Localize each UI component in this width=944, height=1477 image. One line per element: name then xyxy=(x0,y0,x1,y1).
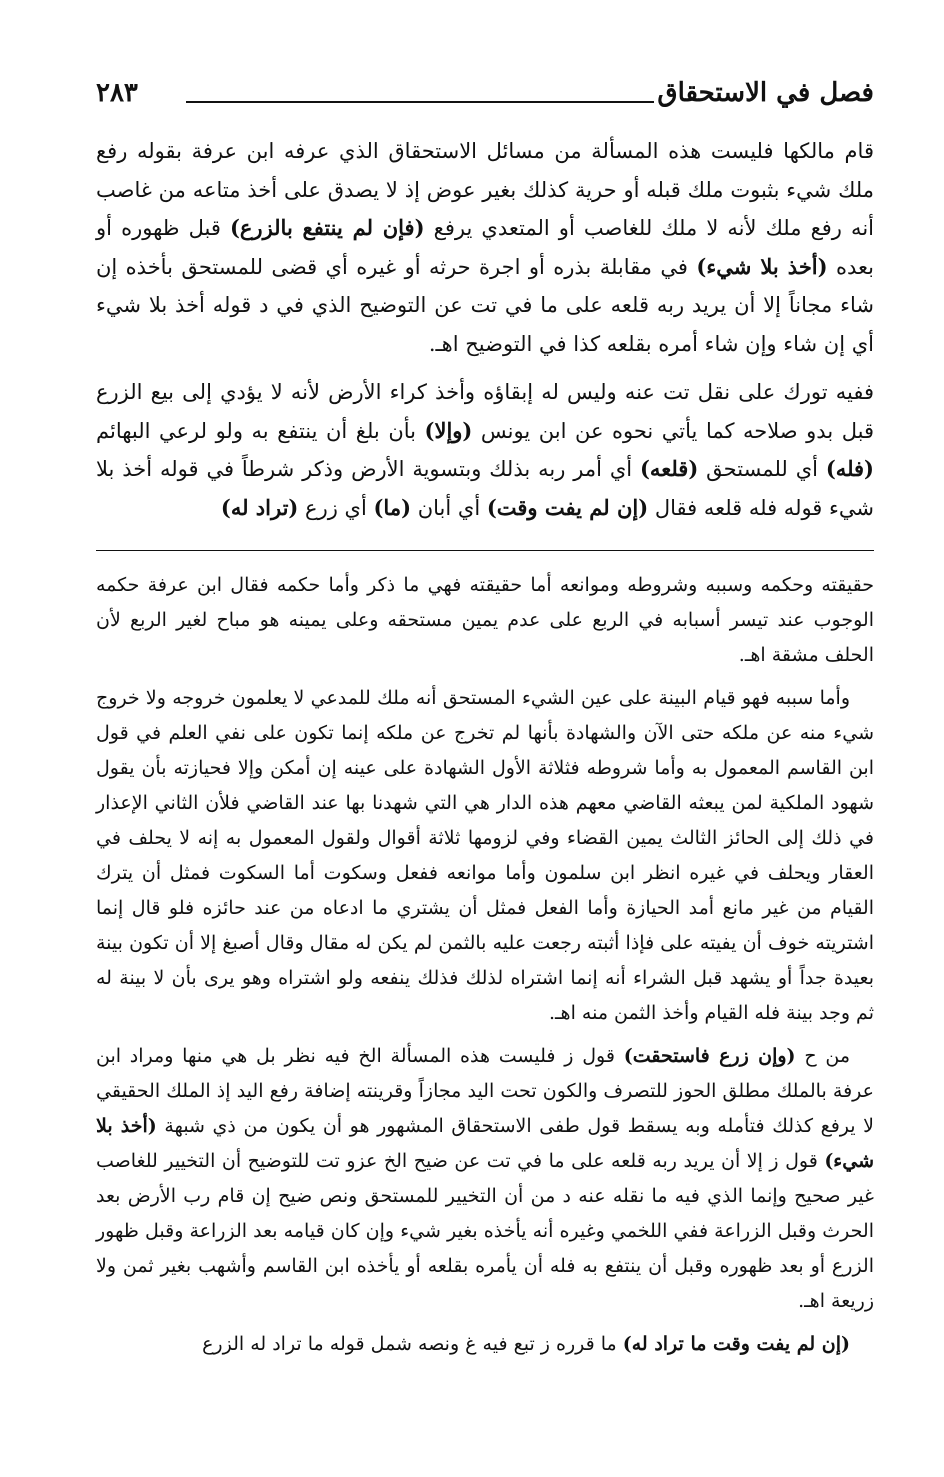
text-run: ففيه تورك على نقل تت عنه وليس له إبقاؤه وأخذ كراء الأرض لأنه لا يؤدي إلى بيع الزرع قبل بدو صلاحه كما يأتي نحوه عن ابن يونس xyxy=(96,380,874,443)
text-run: قام مالكها فليست هذه المسألة من مسائل الاستحقاق الذي عرفه ابن عرفة بقوله رفع ملك شيء بثبوت ملك قبله أو حرية كذلك بغير عوض إذ لا يصدق على أخذ متاعه من غاصب أنه رفع ملك لأنه لا ملك للغاصب أو المتعدي يرفع xyxy=(96,139,874,240)
matn-quote: (إن لم يفت وقت ما تراد له) xyxy=(622,1333,850,1355)
main-paragraph xyxy=(96,132,874,363)
matn-quote: (فله) xyxy=(825,456,874,481)
footnote-separator xyxy=(96,550,874,551)
footnote-text xyxy=(96,568,874,1362)
matn-quote: (فإن لم ينتفع بالزرع) xyxy=(229,215,425,240)
matn-quote: (إن لم يفت وقت) xyxy=(486,494,649,520)
matn-quote: (تراد له) xyxy=(220,494,299,520)
footnote-paragraph xyxy=(96,1327,874,1362)
footnote-paragraph xyxy=(96,1039,874,1319)
matn-quote: (أخذ بلا شيء) xyxy=(696,253,828,279)
chapter-title: فصل في الاستحقاق xyxy=(657,78,874,108)
page-header xyxy=(96,78,874,118)
text-run: أي أمر ربه بذلك وبتسوية الأرض وذكر شرطاً في قوله أخذ بلا شيء قوله فله قلعه فقال xyxy=(96,457,874,520)
matn-quote: (وإلا) xyxy=(424,417,473,443)
matn-quote: (وإن زرع فاستحقت) xyxy=(623,1045,796,1067)
matn-quote: (ما) xyxy=(373,494,412,520)
main-paragraph xyxy=(96,373,874,527)
text-run: بأن بلغ أن ينتفع به ولو لرعي البهائم xyxy=(96,418,425,443)
text-run: قول ز فليست هذه المسألة الخ فيه نظر بل هي منها ومراد ابن عرفة بالملك مطلق الحوز للتصرف والكون تحت اليد مجازاً وقرينته إضافة رفع اليد إذ الملك الحقيقي لا يرفع كذلك فتأمله وبه يسقط قول طفى الاستحقاق المشهور هو أن يكون من ذي شبهة xyxy=(96,1045,874,1137)
text-run: قول ز إلا أن يريد ربه قلعه على ما في تت عن ضيح الخ عزو تت للتوضيح أن التخيير للغاصب غير صحيح وإنما الذي فيه ما نقله عنه د من أن التخيير للمستحق ونص ضيح إن قام رب الأرض بعد الحرث وقبل الزراعة ففي اللخمي وغيره أنه يأخذه بغير شيء وإن كان قيامه بعد الزراعة وقبل ظهور الزرع أو بعد ظهوره وقبل أن ينتفع به فله أن يأمره بقلعه أو يأخذه ابن القاسم وأشهب بغير ثمن ولا زريعة اهـ. xyxy=(96,1150,874,1312)
text-run: قبل ظهوره أو بعده xyxy=(96,216,874,279)
footnote-paragraph: وأما سببه فهو قيام البينة على عين الشيء المستحق أنه ملك للمدعي لا يعلمون خروجه ولا خروج شيء منه عن ملكه حتى الآن والشهادة بأنها لم تخرج عن ملكه إنما تكون على نفي العلم في قول ابن القاسم المعمول به وأما شروطه فثلاثة الأول الشهادة على عينه إن أمكن وإلا فحيازته بأن يقول شهود الملكية لمن يبعثه القاضي معهم هذه الدار هي التي شهدنا بها عند القاضي فلأن الثاني الإعذار في ذلك إلى الحائز الثالث يمين القضاء وفي لزومها ثلاثة أقوال ولقول المعمول به إنه لا يحلف في العقار ويحلف في غيره انظر ابن سلمون وأما موانعه ففعل وسكوت أما السكوت فمثل أن يترك القيام من غير مانع أمد الحيازة وأما الفعل فمثل أن يشتري ما ادعاه من عند حائزه فلو قال إنما اشتريته خوف أن يفيته على فإذا أثبته رجعت عليه بالثمن لم يكن له مقال وقال أصبغ إلا أن تكون بينة بعيدة جداً أو يشهد قبل الشراء أنه إنما اشتراه لذلك فذلك ينفعه ولو اشتراه وهو يرى بأن لا بينة له ثم وجد بينة فله القيام وأخذ الثمن منه اهـ. xyxy=(96,687,875,1024)
text-run: أي للمستحق xyxy=(698,457,826,481)
text-run: أي أبان xyxy=(411,495,487,520)
page-number: ٢٨٣ xyxy=(96,78,138,108)
matn-quote: (قلعه) xyxy=(640,456,699,481)
main-text xyxy=(96,132,874,527)
matn-quote: (أخذ بلا شيء) xyxy=(96,1115,874,1172)
header-rule xyxy=(186,101,654,103)
text-run: ما قرره ز تبع فيه غ ونصه شمل قوله ما تراد له الزرع xyxy=(202,1333,623,1355)
text-run: من ح xyxy=(795,1045,851,1067)
text-run: أي زرع xyxy=(298,495,374,520)
text-run: في مقابلة بذره أو اجرة حرثه أو غيره أي قضى للمستحق بأخذه إن شاء مجاناً إلا أن يريد ربه قلعه على ما في تت عن التوضيح الذي في د قوله أخذ بلا شيء أي إن شاء وإن شاء أمره بقلعه كذا في التوضيح اهـ. xyxy=(96,254,874,356)
footnote-paragraph: حقيقته وحكمه وسببه وشروطه وموانعه أما حقيقته فهي ما ذكر وأما حكمه فقال ابن عرفة حكمه الوجوب عند تيسر أسبابه في الربع على عدم يمين مستحقه وعلى يمينه هو مباح لغير الربع لأن الحلف مشقة اهـ. xyxy=(96,574,874,666)
